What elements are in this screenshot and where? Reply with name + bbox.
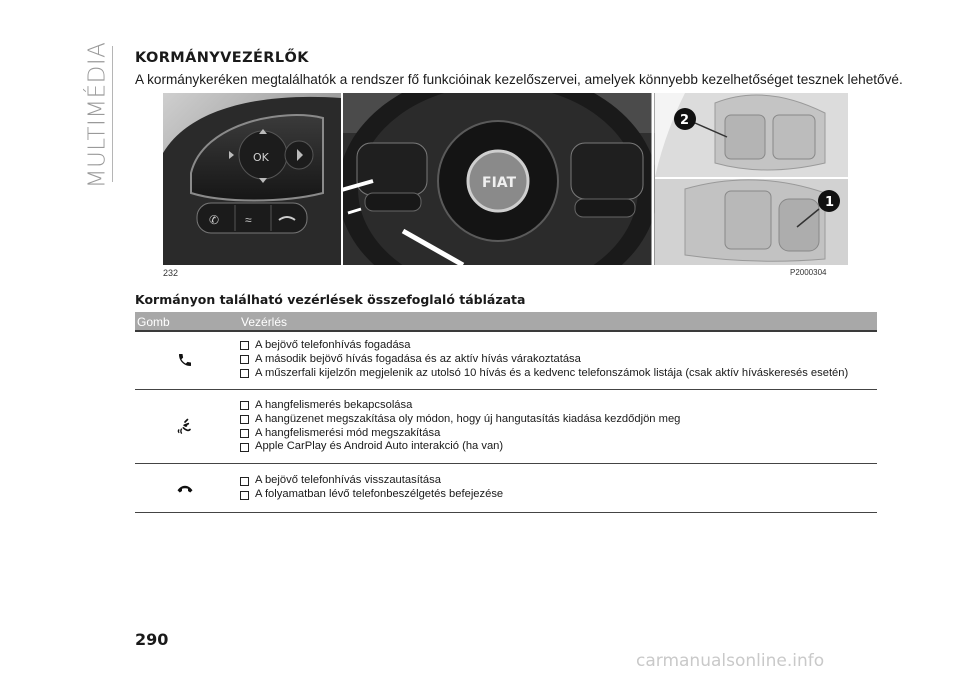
list-item: A hangfelismerés bekapcsolása (240, 399, 877, 413)
table-row (135, 332, 877, 390)
section-title: KORMÁNYVEZÉRLŐK (135, 50, 309, 66)
steering-wheel-overview (343, 93, 655, 265)
voice-recognition-icon (175, 417, 195, 437)
chapter-side-label: MULTIMÉDIA (84, 41, 111, 189)
list-item: Apple CarPlay és Android Auto interakció (ha van) (240, 440, 877, 454)
figure-number: 232 (163, 268, 179, 278)
table-header (135, 312, 877, 332)
figure-code: P2000304 (790, 268, 827, 277)
list-item: A bejövő telefonhívás visszautasítása (240, 474, 877, 488)
rear-controls-top (655, 93, 848, 177)
header-control: Vezérlés (241, 315, 288, 329)
left-controls-closeup (163, 93, 341, 265)
ok-button-label: OK (253, 151, 269, 164)
list-item: A második bejövő hívás fogadása és az aktív hívás várakoztatása (240, 353, 877, 367)
callout-1: 1 (825, 195, 835, 210)
watermark: carmanualsonline.info (636, 651, 825, 671)
rear-controls-bottom (655, 179, 848, 265)
header-button: Gomb (137, 315, 170, 329)
list-item: A műszerfali kijelzőn megjelenik az utolsó 10 hívás és a kedvenc telefonszámok listája (csak aktív híváskeresés esetén) (240, 367, 877, 381)
list-item: A hangfelismerési mód megszakítása (240, 427, 877, 441)
phone-hangup-icon (176, 482, 194, 494)
table-row (135, 464, 877, 513)
phone-accept-icon (177, 352, 193, 368)
list-item: A folyamatban lévő telefonbeszélgetés befejezése (240, 488, 877, 502)
fiat-logo-text: FIAT (482, 175, 517, 191)
svg-text:✆: ✆ (209, 213, 220, 227)
table-row (135, 390, 877, 465)
chapter-divider (112, 46, 113, 182)
controls-summary-table (135, 312, 877, 513)
table-title: Kormányon található vezérlések összefoglaló táblázata (135, 292, 526, 307)
callout-2: 2 (680, 113, 690, 128)
page-number: 290 (135, 630, 169, 649)
section-intro: A kormánykeréken megtalálhatók a rendszer fő funkcióinak kezelőszervei, amelyek könnyebb kezelhetőséget tesznek lehetővé. (135, 72, 903, 87)
list-item: A hangüzenet megszakítása oly módon, hogy új hangutasítás kiadása kezdődjön meg (240, 413, 877, 427)
list-item: A bejövő telefonhívás fogadása (240, 339, 877, 353)
svg-text:≈: ≈ (245, 213, 252, 227)
steering-wheel-figure (163, 93, 848, 265)
